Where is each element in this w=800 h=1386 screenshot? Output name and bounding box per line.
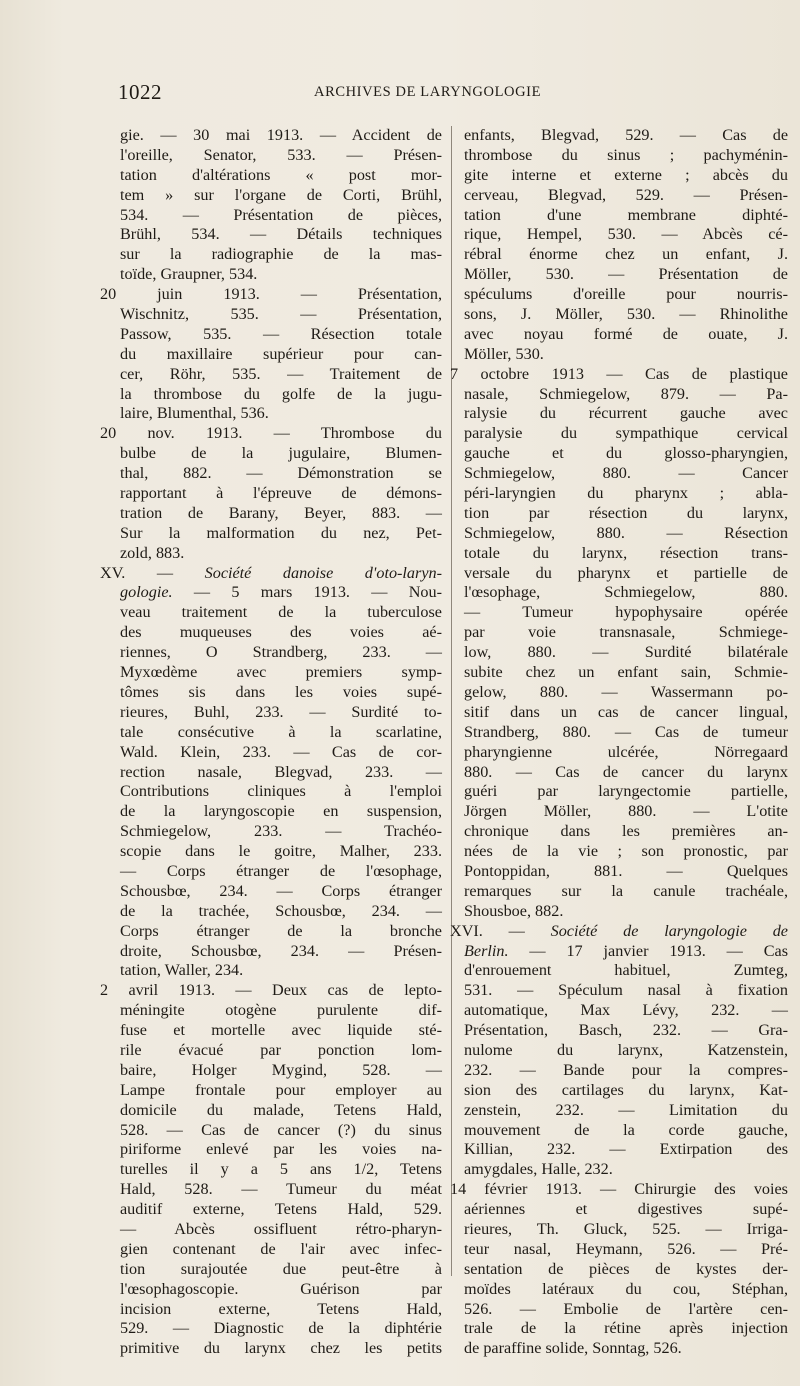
text-line: Jörgen Möller, 880. — L'otite <box>464 802 788 821</box>
text-line: low, 880. — Surdité bilatérale <box>464 643 788 662</box>
text-line: Passow, 535. — Résection totale <box>120 324 442 343</box>
text-line: subite chez un enfant sain, Schmie- <box>464 663 788 682</box>
text-line: 526. — Embolie de l'artère cen- <box>464 1299 788 1318</box>
text-line: domicile du malade, Tetens Hald, <box>120 1100 442 1119</box>
text-line: gelow, 880. — Wassermann po- <box>464 682 788 701</box>
text-line: riennes, O Strandberg, 233. — <box>120 643 442 662</box>
text-line: rile évacué par ponction lom- <box>120 1040 442 1059</box>
text-line: l'œsophage, Schmiegelow, 880. <box>464 583 788 602</box>
text-line: tion surajoutée due peut-être à <box>120 1259 442 1278</box>
text-line: zold, 883. <box>120 543 185 562</box>
text-line: droite, Schousbœ, 234. — Présen- <box>120 941 442 960</box>
text-line: — Tumeur hypophysaire opérée <box>464 603 788 622</box>
text-line: des muqueuses des voies aé- <box>120 623 442 642</box>
text-line: tation, Waller, 234. <box>120 961 244 980</box>
running-title: ARCHIVES DE LARYNGOLOGIE <box>314 84 542 100</box>
text-line: par voie transnasale, Schmiege- <box>464 623 788 642</box>
text-line: automatique, Max Lévy, 232. — <box>464 1001 788 1020</box>
text-line: Schmiegelow, 880. — Cancer <box>464 464 788 483</box>
text-line: Pontoppidan, 881. — Quelques <box>464 861 788 880</box>
text-line: 528. — Cas de cancer (?) du sinus <box>120 1120 442 1139</box>
text-line: cer, Röhr, 535. — Traitement de <box>120 364 442 383</box>
text-line: Brühl, 534. — Détails techniques <box>120 225 442 244</box>
text-line: bulbe de la jugulaire, Blumen- <box>120 444 442 463</box>
text-line: guéri par laryngectomie partielle, <box>464 782 788 801</box>
text-line: tration de Barany, Beyer, 883. — <box>120 503 442 522</box>
text-line: spéculums d'oreille pour nourris- <box>464 285 788 304</box>
text-line: tation d'altérations « post mor- <box>120 165 442 184</box>
text-line: trale de la rétine après injection <box>464 1319 788 1338</box>
text-line: primitive du larynx chez les petits <box>120 1339 442 1358</box>
text-line: du maxillaire supérieur pour can- <box>120 344 442 363</box>
text-line: moïdes latéraux du cou, Stéphan, <box>464 1279 788 1298</box>
text-line: Lampe frontale pour employer au <box>120 1080 442 1099</box>
text-line: Hald, 528. — Tumeur du méat <box>120 1180 442 1199</box>
text-line: avec noyau formé de ouate, J. <box>464 324 788 343</box>
text-line: totale du larynx, résection trans- <box>464 543 788 562</box>
text-line: de la laryngoscopie en suspension, <box>120 802 442 821</box>
text-line: auditif externe, Tetens Hald, 529. <box>120 1200 442 1219</box>
text-line: d'enrouement habituel, Zumteg, <box>464 961 788 980</box>
text-line: sitif dans un cas de cancer lingual, <box>464 702 788 721</box>
text-line: tem » sur l'organe de Corti, Brühl, <box>120 185 442 204</box>
text-line: Strandberg, 880. — Cas de tumeur <box>464 722 788 741</box>
text-line: 14 février 1913. — Chirurgie des voies <box>450 1180 788 1199</box>
text-line: zenstein, 232. — Limitation du <box>464 1100 788 1119</box>
text-line: 2 avril 1913. — Deux cas de lepto- <box>100 981 442 1000</box>
text-line: Sur la malformation du nez, Pet- <box>120 523 442 542</box>
text-line: cerveau, Blegvad, 529. — Présen- <box>464 185 788 204</box>
page-number: 1022 <box>118 80 162 104</box>
text-line: 534. — Présentation de pièces, <box>120 205 442 224</box>
text-line: 880. — Cas de cancer du larynx <box>464 762 788 781</box>
text-line: rapportant à l'épreuve de démons- <box>120 484 442 503</box>
text-line: 232. — Bande pour la compres- <box>464 1060 788 1079</box>
text-line: — Abcès ossifluent rétro-pharyn- <box>120 1219 442 1238</box>
text-line: — Corps étranger de l'œsophage, <box>120 861 442 880</box>
text-line: teur nasal, Heymann, 526. — Pré- <box>464 1239 788 1258</box>
text-line: Shousboe, 882. <box>464 901 564 920</box>
text-line: Wischnitz, 535. — Présentation, <box>120 305 442 324</box>
text-line: mouvement de la corde gauche, <box>464 1120 788 1139</box>
text-line: rique, Hempel, 530. — Abcès cé- <box>464 225 788 244</box>
text-line: Berlin. — 17 janvier 1913. — Cas <box>464 941 788 960</box>
text-line: paralysie du sympathique cervical <box>464 424 788 443</box>
text-line: gie. — 30 mai 1913. — Accident de <box>120 126 442 144</box>
text-line: piriforme enlevé par les voies na- <box>120 1140 442 1159</box>
text-line: gien contenant de l'air avec infec- <box>120 1239 442 1258</box>
text-line: sons, J. Möller, 530. — Rhinolithe <box>464 305 788 324</box>
text-line: Wald. Klein, 233. — Cas de cor- <box>120 742 442 761</box>
left-text-column <box>100 126 443 1359</box>
text-line: Contributions cliniques à l'emploi <box>120 782 442 801</box>
text-line: Killian, 232. — Extirpation des <box>464 1140 788 1159</box>
text-line: rébral énorme chez un enfant, J. <box>464 245 788 264</box>
text-line: l'oreille, Senator, 533. — Présen- <box>120 145 442 164</box>
text-line: Corps étranger de la bronche <box>120 921 442 940</box>
text-line: turelles il y a 5 ans 1/2, Tetens <box>120 1160 442 1179</box>
text-line: 7 octobre 1913 — Cas de plastique <box>450 364 788 383</box>
text-line: Möller, 530. <box>464 344 544 363</box>
text-line: rection nasale, Blegvad, 233. — <box>120 762 442 781</box>
text-line: XVI. — Société de laryngologie de <box>450 921 788 940</box>
text-line: gauche et du glosso-pharyngien, <box>464 444 788 463</box>
text-line: rieures, Buhl, 233. — Surdité to- <box>120 702 442 721</box>
text-line: rieures, Th. Gluck, 525. — Irriga- <box>464 1219 788 1238</box>
text-line: nasale, Schmiegelow, 879. — Pa- <box>464 384 788 403</box>
text-line: tômes sis dans les voies supé- <box>120 682 442 701</box>
text-line: pharyngienne ulcérée, Nörregaard <box>464 742 788 761</box>
text-line: la thrombose du golfe de la jugu- <box>120 384 442 403</box>
text-line: Schmiegelow, 233. — Trachéo- <box>120 822 442 841</box>
text-line: 531. — Spéculum nasal à fixation <box>464 981 788 1000</box>
text-line: veau traitement de la tuberculose <box>120 603 442 622</box>
right-text-column <box>450 126 788 1359</box>
text-line: de paraffine solide, Sonntag, 526. <box>464 1339 682 1358</box>
text-line: toïde, Graupner, 534. <box>120 265 258 284</box>
text-line: 20 nov. 1913. — Thrombose du <box>100 424 442 443</box>
text-line: gologie. — 5 mars 1913. — Nou- <box>120 583 443 602</box>
text-line: tale consécutive à la scarlatine, <box>120 722 442 741</box>
text-line: sion des cartilages du larynx, Kat- <box>464 1080 788 1099</box>
column-divider <box>451 126 452 1276</box>
text-line: incision externe, Tetens Hald, <box>120 1299 442 1318</box>
text-line: chronique dans les premières an- <box>464 822 788 841</box>
text-line: fuse et mortelle avec liquide sté- <box>120 1021 442 1040</box>
text-line: laire, Blumenthal, 536. <box>120 404 269 423</box>
text-line: l'œsophagoscopie. Guérison par <box>120 1279 442 1298</box>
text-line: 529. — Diagnostic de la diphtérie <box>120 1319 442 1338</box>
text-line: thrombose du sinus ; pachyménin- <box>464 145 788 164</box>
text-line: Möller, 530. — Présentation de <box>464 265 788 284</box>
text-line: sentation de pièces de kystes der- <box>464 1259 788 1278</box>
text-line: péri-laryngien du pharynx ; abla- <box>464 484 788 503</box>
text-line: 20 juin 1913. — Présentation, <box>100 285 442 304</box>
text-line: tion par résection du larynx, <box>464 503 788 522</box>
text-line: Présentation, Basch, 232. — Gra- <box>464 1021 788 1040</box>
text-line: Myxœdème avec premiers symp- <box>120 663 442 682</box>
text-line: Schmiegelow, 880. — Résection <box>464 523 788 542</box>
page-header <box>118 80 778 106</box>
text-line: baire, Holger Mygind, 528. — <box>120 1060 442 1079</box>
text-line: versale du pharynx et partielle de <box>464 563 788 582</box>
text-line: nulome du larynx, Katzenstein, <box>464 1040 788 1059</box>
text-line: ralysie du récurrent gauche avec <box>464 404 788 423</box>
text-line: gite interne et externe ; abcès du <box>464 165 788 184</box>
text-line: XV. — Société danoise d'oto-laryn- <box>100 563 442 582</box>
text-line: enfants, Blegvad, 529. — Cas de <box>464 126 788 144</box>
text-line: méningite otogène purulente dif- <box>120 1001 442 1020</box>
text-line: sur la radiographie de la mas- <box>120 245 442 264</box>
text-line: remarques sur la canule trachéale, <box>464 881 788 900</box>
text-line: de la trachée, Schousbœ, 234. — <box>120 901 442 920</box>
text-line: thal, 882. — Démonstration se <box>120 464 442 483</box>
text-line: Schousbœ, 234. — Corps étranger <box>120 881 442 900</box>
text-line: aériennes et digestives supé- <box>464 1200 788 1219</box>
text-line: scopie dans le goitre, Malher, 233. <box>120 842 442 861</box>
text-line: amygdales, Halle, 232. <box>464 1160 613 1179</box>
text-line: tation d'une membrane diphté- <box>464 205 788 224</box>
text-line: nées de la vie ; son pronostic, par <box>464 842 788 861</box>
